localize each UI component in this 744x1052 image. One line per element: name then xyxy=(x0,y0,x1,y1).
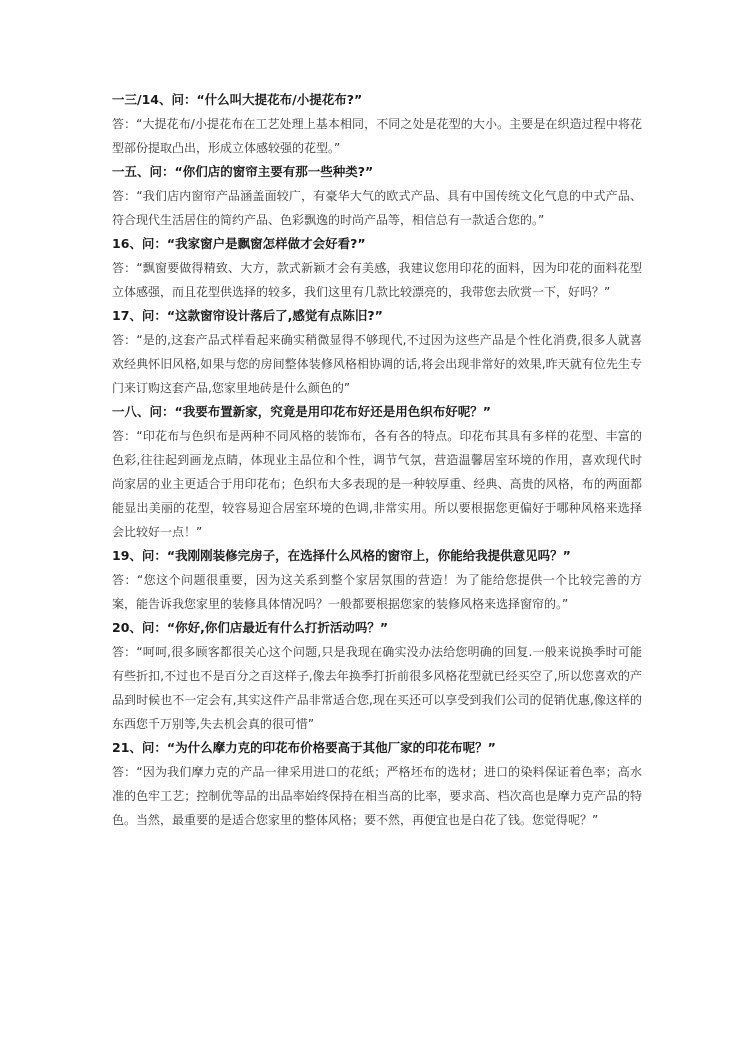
answer-paragraph: 答：“呵呵,很多顾客都很关心这个问题,只是我现在确实没办法给您明确的回复.一般来说换季时可能有些折扣,不过也不是百分之百这样子,像去年换季打折前很多风格花型就已经买空了,所以您喜欢的产品到时候也不一定会有,其实这件产品非常适合您,现在买还可以享受到我们公司的促销优惠,像这样的东西您千万别等,失去机会真的很可惜” xyxy=(112,645,642,731)
question-heading: 一三/14、问：“什么叫大提花布/小提花布?” xyxy=(112,92,363,107)
answer-paragraph: 答：“是的,这套产品式样看起来确实稍微显得不够现代,不过因为这些产品是个性化消费,很多人就喜欢经典怀旧风格,如果与您的房间整体装修风格相协调的话,将会出现非常好的效果,昨天就有位先生专门来订购这套产品,您家里地砖是什么颜色的” xyxy=(112,333,642,395)
question-heading: 21、问：“为什么摩力克的印花布价格要高于其他厂家的印花布呢？” xyxy=(112,740,496,755)
answer-paragraph: 答：“我们店内窗帘产品涵盖面较广，有豪华大气的欧式产品、具有中国传统文化气息的中式产品、符合现代生活居住的简约产品、色彩飘逸的时尚产品等，相信总有一款适合您的。” xyxy=(112,189,642,227)
question-heading: 20、问：“你好,你们店最近有什么打折活动吗？” xyxy=(112,620,389,635)
question-heading: 17、问：“这款窗帘设计落后了,感觉有点陈旧?” xyxy=(112,308,383,323)
answer-paragraph: 答：“印花布与色织布是两种不同风格的装饰布，各有各的特点。印花布其具有多样的花型、丰富的色彩,往往起到画龙点睛，体现业主品位和个性，调节气氛，营造温馨居室环境的作用，喜欢现代时尚家居的业主更适合于用印花布；色织布大多表现的是一种较厚重、经典、高贵的风格，布的两面都能显出美丽的花型，较容易迎合居室环境的色调,非常实用。所以要根据您更偏好于哪种风格来选择会比较好一点！” xyxy=(112,429,642,539)
answer-paragraph: 答：“您这个问题很重要，因为这关系到整个家居氛围的营造！为了能给您提供一个比较完善的方案，能告诉我您家里的装修具体情况吗？一般都要根据您家的装修风格来选择窗帘的。” xyxy=(112,573,642,611)
answer-paragraph: 答：“大提花布/小提花布在工艺处理上基本相同，不同之处是花型的大小。主要是在织造过程中将花型部份提取凸出，形成立体感较强的花型。” xyxy=(112,117,642,155)
question-heading: 19、问：“我刚刚装修完房子，在选择什么风格的窗帘上，你能给我提供意见吗？” xyxy=(112,548,571,563)
question-heading: 16、问：“我家窗户是飘窗怎样做才会好看?” xyxy=(112,236,366,251)
answer-paragraph: 答：“因为我们摩力克的产品一律采用进口的花纸；严格坯布的选材；进口的染料保证着色率；高水准的色牢工艺；控制优等品的出品率始终保持在相当高的比率，要求高、档次高也是摩力克产品的特色。当然，最重要的是适合您家里的整体风格；要不然，再便宜也是白花了钱。您觉得呢？” xyxy=(112,765,642,827)
answer-paragraph: 答：“飘窗要做得精致、大方，款式新颖才会有美感，我建议您用印花的面料，因为印花的面料花型立体感强，而且花型供选择的较多，我们这里有几款比较漂亮的，我带您去欣赏一下，好吗？” xyxy=(112,261,642,299)
question-heading: 一八、问：“我要布置新家，究竟是用印花布好还是用色织布好呢？” xyxy=(112,404,491,419)
document-page xyxy=(112,88,642,832)
question-heading: 一五、问：“你们店的窗帘主要有那一些种类?” xyxy=(112,164,374,179)
